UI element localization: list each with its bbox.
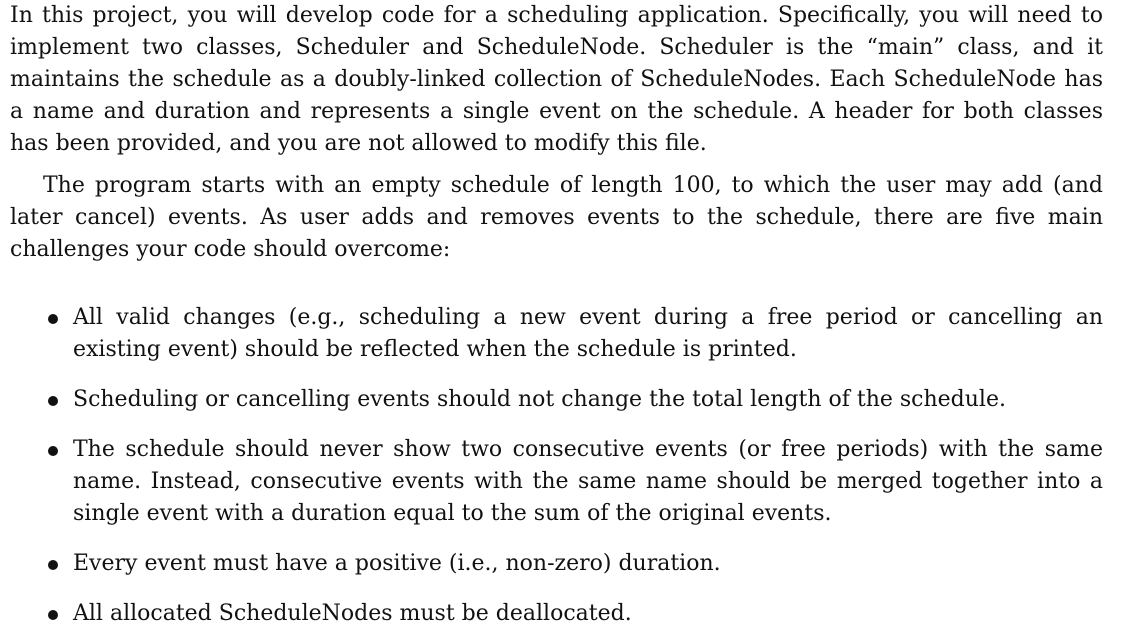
program-paragraph: The program starts with an empty schedule of length 100, to which the user may add (and later cancel) events. As user adds and removes events to the schedule, there are five main challenges your code should overcome: xyxy=(10,173,1103,262)
list-item-text: The schedule should never show two consecutive events (or free periods) with the same name. Instead, consecutive events with the same name should be merged together into a single event with a duration equal to the sum of the original events. xyxy=(73,437,1103,526)
list-item-text: All valid changes (e.g., scheduling a new event during a free period or cancelling an existing event) should be reflected when the schedule is printed. xyxy=(73,305,1103,362)
challenges-list xyxy=(10,302,1103,630)
list-item-text: Every event must have a positive (i.e., non-zero) duration. xyxy=(73,551,721,576)
list-item xyxy=(10,302,1103,366)
bullet-icon xyxy=(48,446,58,456)
list-item-text: Scheduling or cancelling events should not change the total length of the schedule. xyxy=(73,387,1006,412)
list-item xyxy=(10,598,1103,630)
intro-paragraph: In this project, you will develop code for a scheduling application. Specifically, you will need to implement two classes, Scheduler and ScheduleNode. Scheduler is the “main” class, and it maintains the schedule as a doubly-linked collection of ScheduleNodes. Each ScheduleNode has a name and duration and represents a single event on the schedule. A header for both classes has been provided, and you are not allowed to modify this file. xyxy=(10,3,1103,156)
list-item-text: All allocated ScheduleNodes must be deallocated. xyxy=(73,601,632,626)
bullet-icon xyxy=(48,560,58,570)
bullet-icon xyxy=(48,396,58,406)
list-item xyxy=(10,548,1103,580)
bullet-icon xyxy=(48,610,58,620)
list-item xyxy=(10,384,1103,416)
list-item xyxy=(10,434,1103,530)
bullet-icon xyxy=(48,314,58,324)
